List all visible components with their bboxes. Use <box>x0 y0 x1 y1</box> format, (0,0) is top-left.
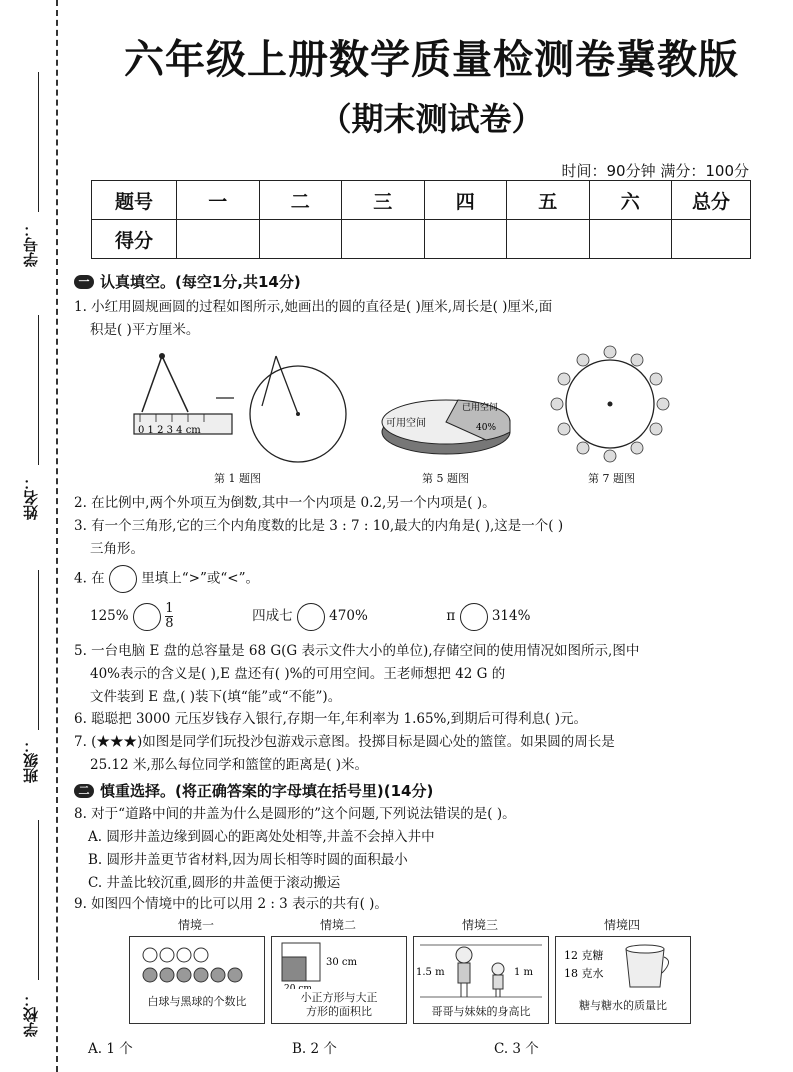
scene-1-balls <box>130 937 264 997</box>
figure-7-caption: 第 7 题图 <box>588 472 635 485</box>
q4-item2-right: 470% <box>329 608 368 624</box>
score-cell: 五 <box>507 181 590 220</box>
name-field <box>14 315 54 535</box>
sugar-label: 12 克糖 <box>564 949 604 962</box>
scene-3-box <box>413 936 549 1024</box>
page-subtitle: （期末测试卷） <box>319 100 544 138</box>
score-input-cell[interactable] <box>507 220 590 259</box>
q4-item2-left: 四成七 <box>252 608 293 624</box>
figure-5-pie-chart <box>376 382 516 462</box>
class-label: 班级： <box>22 738 40 783</box>
question-4-prefix: 4. 在 <box>74 570 105 587</box>
time-info: 时间：90分钟 满分：100分 <box>561 162 749 180</box>
brother-height-label: 1.5 m <box>416 967 445 978</box>
question-5-line2: 40%表示的含义是( ),E 盘还有( )%的可用空间。王老师想把 42 G 的 <box>90 666 506 682</box>
score-cell: 二 <box>259 181 342 220</box>
question-4-items <box>90 602 530 631</box>
scene-2-squares <box>272 937 406 989</box>
scene-4-caption: 糖与糖水的质量比 <box>579 999 667 1012</box>
section-1-badge: 一 <box>74 275 94 289</box>
scene-1-box <box>129 936 265 1024</box>
page-title: 六年级上册数学质量检测卷冀教版 <box>124 37 739 83</box>
small-square-label: 20 cm <box>284 984 312 989</box>
score-input-cell[interactable] <box>177 220 260 259</box>
question-1 <box>74 296 552 342</box>
score-input-cell[interactable] <box>672 220 751 259</box>
figure-1-compass-drawing <box>130 348 360 466</box>
name-label: 姓名： <box>22 475 40 520</box>
score-table-header-row <box>92 181 751 220</box>
figure-7-circle-of-students <box>545 342 675 466</box>
basket-center <box>608 402 613 407</box>
score-input-cell[interactable] <box>424 220 507 259</box>
q4-item1-left: 125% <box>90 608 129 624</box>
score-input-cell[interactable] <box>589 220 672 259</box>
scene-3-children <box>414 937 548 1003</box>
question-7 <box>74 731 615 777</box>
question-7-line1: 7. (★★★)如图是同学们玩投沙包游戏示意图。投掷目标是圆心处的篮筐。如果圆的周长是 <box>74 734 615 750</box>
figure-1-caption: 第 1 题图 <box>214 472 261 485</box>
question-2: 2. 在比例中,两个外项互为倒数,其中一个内项是 0.2,另一个内项是( )。 <box>74 495 496 511</box>
question-5-line1: 5. 一台电脑 E 盘的总容量是 68 G(G 表示文件大小的单位),存储空间的使用情况如图所示,图中 <box>74 643 640 659</box>
scene-2-box <box>271 936 407 1024</box>
scene-3-title: 情境三 <box>461 918 498 932</box>
figure-5-caption: 第 5 题图 <box>422 472 469 485</box>
question-9-option-c[interactable]: C. 3 个 <box>494 1041 539 1057</box>
score-cell: 题号 <box>92 181 177 220</box>
question-8-option-a[interactable]: A. 圆形井盖边缘到圆心的距离处处相等,井盖不会掉入井中 <box>88 829 435 845</box>
water-label: 18 克水 <box>564 967 604 980</box>
scene-4-box <box>555 936 691 1024</box>
score-cell: 三 <box>342 181 425 220</box>
scene-1-title: 情境一 <box>177 918 214 932</box>
section-2-title: 慎重选择。(将正确答案的字母填在括号里)(14分) <box>100 782 434 800</box>
scene-2-caption-line1: 小正方形与大正 <box>300 991 378 1004</box>
score-cell: 总分 <box>672 181 751 220</box>
fraction-denominator: 8 <box>165 616 174 631</box>
pie-percent-label: 40% <box>476 423 497 433</box>
score-cell: 六 <box>589 181 672 220</box>
school-label: 学校： <box>22 992 40 1037</box>
q4-item3-answer-circle[interactable] <box>460 603 488 631</box>
scene-4-cup <box>556 937 690 997</box>
question-8-option-c[interactable]: C. 井盖比较沉重,圆形的井盖便于滚动搬运 <box>88 875 341 891</box>
question-1-line2: 积是( )平方厘米。 <box>90 322 200 338</box>
question-5-line3: 文件装到 E 盘,( )装下(填“能”或“不能”)。 <box>90 689 342 705</box>
big-square-label: 30 cm <box>326 957 357 968</box>
scene-2-title: 情境二 <box>319 918 356 932</box>
q4-item1-fraction <box>165 602 173 631</box>
sister-height-label: 1 m <box>514 967 534 978</box>
question-4 <box>74 565 259 593</box>
question-8-stem: 8. 对于“道路中间的井盖为什么是圆形的”这个问题,下列说法错误的是( )。 <box>74 806 516 822</box>
question-6: 6. 聪聪把 3000 元压岁钱存入银行,存期一年,年利率为 1.65%,到期后可得利息( )元。 <box>74 711 587 727</box>
question-3 <box>74 515 563 561</box>
school-field <box>14 820 54 1060</box>
question-7-line2: 25.12 米,那么每位同学和篮筐的距离是( )米。 <box>90 757 369 773</box>
q4-item2-answer-circle[interactable] <box>297 603 325 631</box>
fraction-numerator: 1 <box>165 601 174 616</box>
scene-1-caption: 白球与黑球的个数比 <box>147 995 247 1008</box>
score-cell: 四 <box>424 181 507 220</box>
scene-3-caption: 哥哥与妹妹的身高比 <box>431 1005 531 1018</box>
question-3-line2: 三角形。 <box>90 541 144 557</box>
q4-item3-left: π <box>446 608 456 624</box>
q4-item3-right: 314% <box>491 608 531 624</box>
question-9-stem: 9. 如图四个情境中的比可以用 2 : 3 表示的共有( )。 <box>74 896 388 912</box>
score-table <box>91 180 751 259</box>
question-1-line1: 1. 小红用圆规画圆的过程如图所示,她画出的圆的直径是( )厘米,周长是( )厘米,面 <box>74 299 553 315</box>
section-2-heading <box>74 780 433 801</box>
scene-2-caption-line2: 方形的面积比 <box>306 1005 372 1018</box>
question-9-option-b[interactable]: B. 2 个 <box>292 1041 337 1057</box>
question-3-line1: 3. 有一个三角形,它的三个内角度数的比是 3 : 7 : 10,最大的内角是( ),这是一个( ) <box>74 518 564 534</box>
score-input-cell[interactable] <box>342 220 425 259</box>
score-table-score-row <box>92 220 751 259</box>
pie-free-label: 可用空间 <box>386 418 426 429</box>
section-1-title: 认真填空。(每空1分,共14分) <box>100 273 301 291</box>
binding-dashed-line <box>56 0 58 1072</box>
class-field <box>14 570 54 790</box>
score-row-label: 得分 <box>92 220 177 259</box>
question-9-option-a[interactable]: A. 1 个 <box>88 1041 133 1057</box>
section-2-badge: 二 <box>74 784 94 798</box>
compare-circle-icon <box>109 565 137 593</box>
question-5 <box>74 640 639 709</box>
student-id-field <box>14 72 54 272</box>
scene-4-title: 情境四 <box>603 918 640 932</box>
score-input-cell[interactable] <box>259 220 342 259</box>
question-8-option-b[interactable]: B. 圆形井盖更节省材料,因为周长相等时圆的面积最小 <box>88 852 408 868</box>
score-cell: 一 <box>177 181 260 220</box>
pie-used-label: 已用空间 <box>462 403 499 413</box>
question-8 <box>74 803 516 895</box>
student-id-label: 学号： <box>22 222 40 267</box>
section-1-heading <box>74 271 301 292</box>
question-4-suffix: 里填上“>”或“<”。 <box>141 570 259 587</box>
ruler-label: 0 1 2 3 4 cm <box>138 425 201 436</box>
q4-item1-answer-circle[interactable] <box>133 603 161 631</box>
